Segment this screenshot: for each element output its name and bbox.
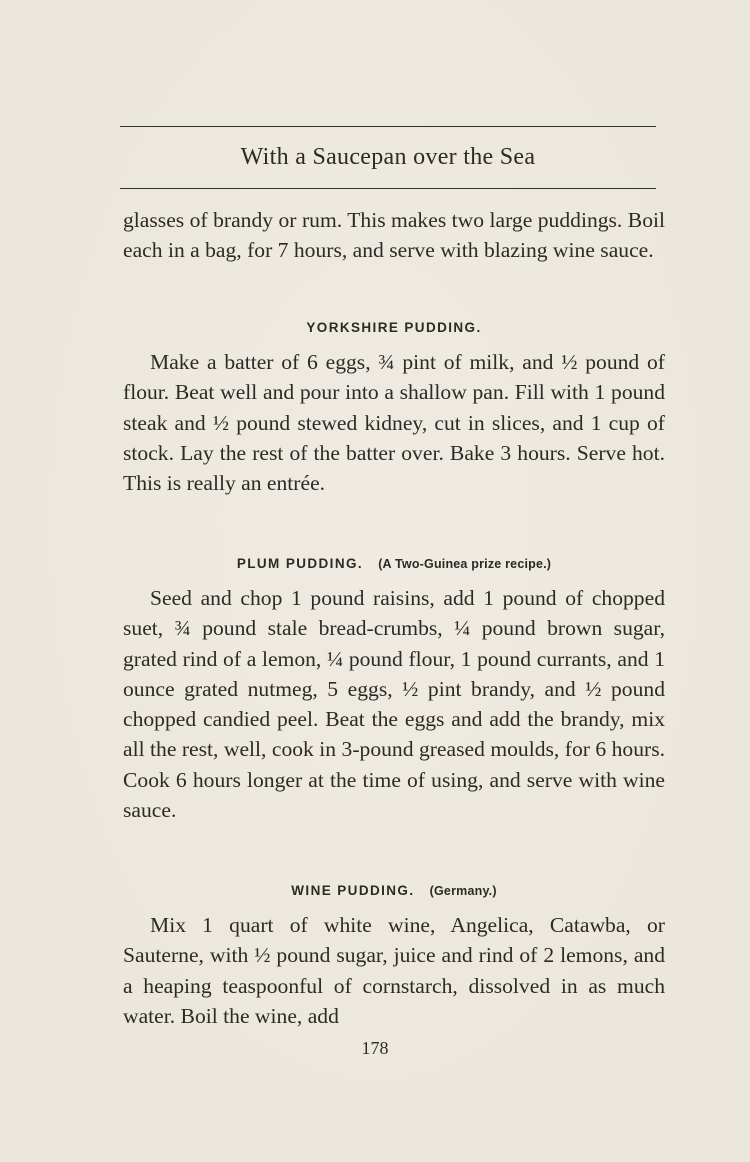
recipe-heading-plum bbox=[123, 556, 665, 571]
recipe-title: PLUM PUDDING. bbox=[236, 556, 364, 571]
recipe-heading-yorkshire bbox=[123, 320, 665, 335]
recipe-text-yorkshire: Make a batter of 6 eggs, ¾ pint of milk, and ½ pound of flour. Beat well and pour into a shallow pan. Fill with 1 pound steak and ½ pound stewed kidney, cut in slices, and 1 cup of stock. Lay the rest of the batter over. Bake 3 hours. Serve hot. This is really an entrée. bbox=[123, 350, 665, 496]
recipe-text-plum: Seed and chop 1 pound raisins, add 1 pound of chopped suet, ¾ pound stale bread-crumbs, ¼ pound brown sugar, grated rind of a lemon, ¼ pound flour, 1 pound currants, and 1 ounce grated nutmeg, 5 eggs, ½ pint brandy, and ½ pound chopped candied peel. Beat the eggs and add the brandy, mix all the rest, well, cook in 3-pound greased moulds, for 6 hours. Cook 6 hours longer at the time of using, and serve with wine sauce. bbox=[123, 586, 665, 823]
page-number: 178 bbox=[361, 1038, 389, 1058]
continuation-paragraph: glasses of brandy or rum. This makes two large puddings. Boil each in a bag, for 7 hours, and serve with blazing wine sauce. bbox=[123, 208, 665, 263]
recipe-heading-wine bbox=[123, 883, 665, 898]
recipe-text-wine: Mix 1 quart of white wine, Angelica, Catawba, or Sauterne, with ½ pound sugar, juice and rind of 2 lemons, and a heaping teaspoonful of cornstarch, dissolved in as much water. Boil the wine, add bbox=[123, 913, 665, 1028]
recipe-note: (A Two-Guinea prize recipe.) bbox=[378, 557, 552, 571]
recipe-note: (Germany.) bbox=[429, 884, 497, 898]
header-rule-top bbox=[120, 126, 656, 127]
running-head: With a Saucepan over the Sea bbox=[240, 144, 536, 170]
header-rule-bottom bbox=[120, 188, 656, 189]
recipe-title: WINE PUDDING. bbox=[291, 883, 415, 898]
recipe-title: YORKSHIRE PUDDING. bbox=[306, 320, 482, 335]
